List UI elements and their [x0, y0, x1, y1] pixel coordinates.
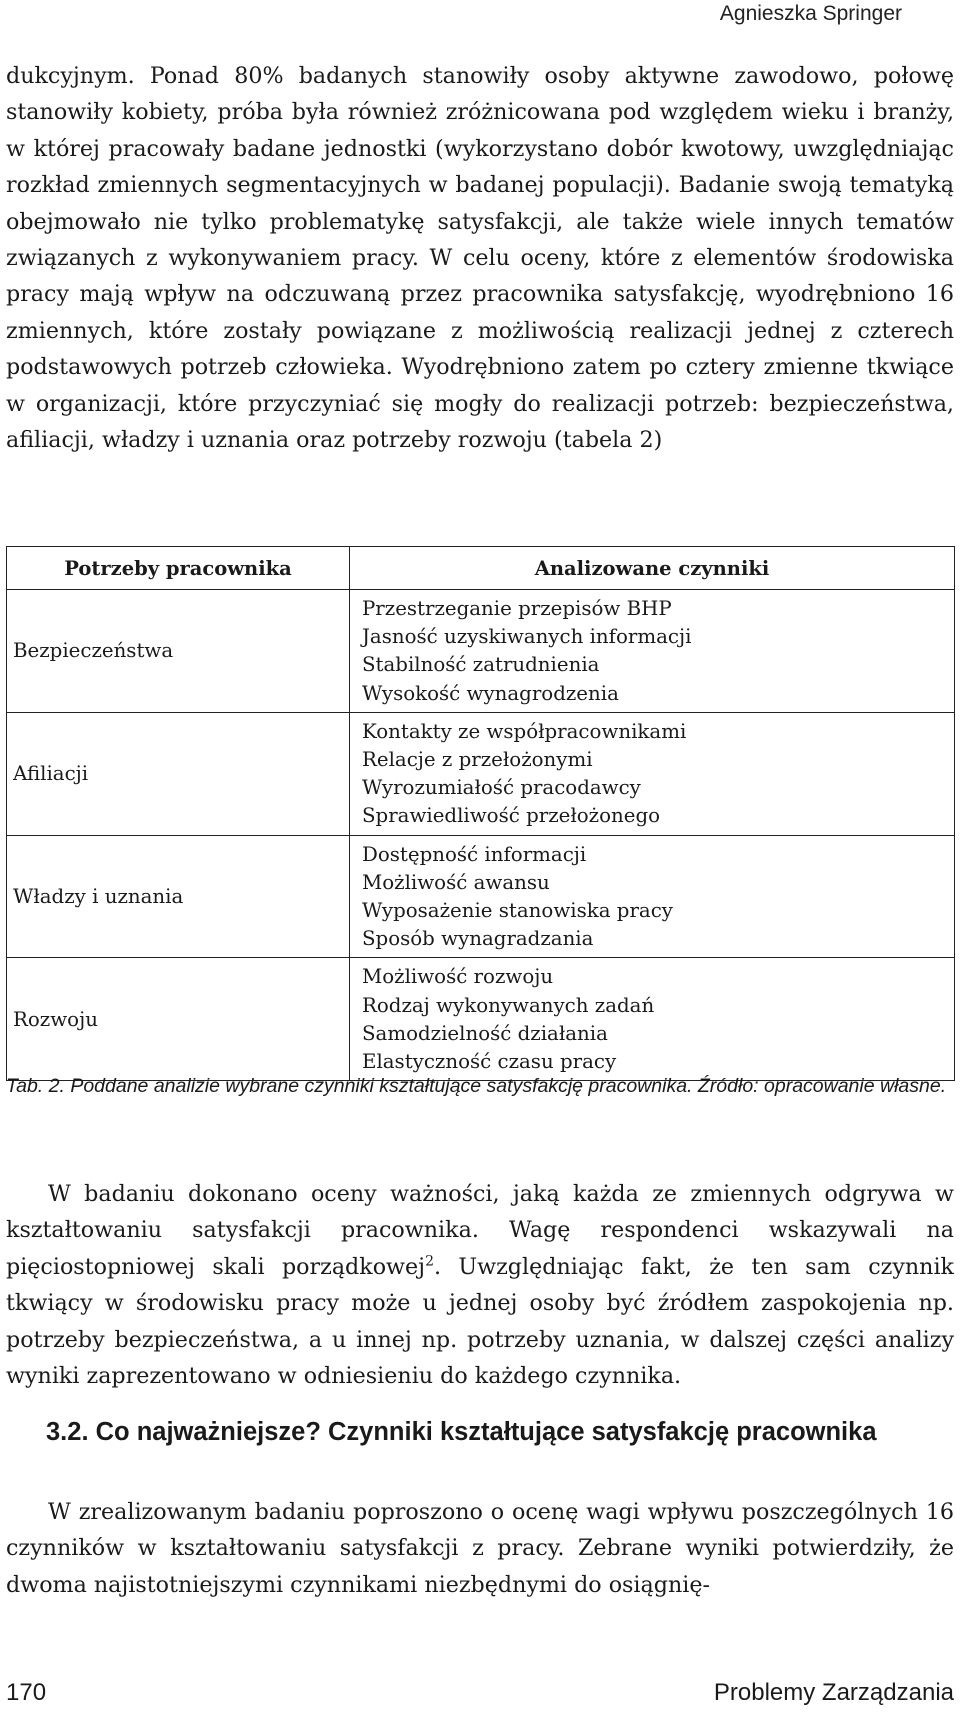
page-number: 170 [6, 1679, 47, 1706]
factor-item: Sprawiedliwość przełożonego [362, 804, 661, 828]
factor-item: Jasność uzyskiwanych informacji [362, 625, 692, 649]
factors-cell [350, 958, 955, 1081]
factor-item: Samodzielność działania [362, 1021, 608, 1045]
factor-item: Kontakty ze współpracownikami [362, 719, 687, 743]
table-row [7, 835, 955, 958]
table-row [7, 590, 955, 713]
paragraph-intro: dukcyjnym. Ponad 80% badanych stanowiły osoby aktywne zawodowo, połowę stanowiły kobiety, próba była również zróżnicowana pod względem wieku i branży, w której pracowały badane jednostki (wykorzystano dobór kwotowy, uwzględniając rozkład zmiennych segmentacyjnych w badanej populacji). Badanie swoją tematyką obejmowało nie tylko problematykę satysfakcji, ale także wiele innych tematów związanych z wykonywaniem pracy. W celu oceny, które z elementów środowiska pracy mają wpływ na odczuwaną przez pracownika satysfakcję, wyodrębniono 16 zmiennych, które zostały powiązane z możliwością realizacji jednej z czterech podstawowych potrzeb człowieka. Wyodrębniono zatem po cztery zmienne tkwiące w organizacji, które przyczyniać się mogły do realizacji potrzeb: bezpieczeństwa, afiliacji, władzy i uznania oraz potrzeby rozwoju (tabela 2) [6, 63, 954, 454]
factor-item: Sposób wynagradzania [362, 927, 594, 951]
need-cell: Afiliacji [7, 712, 350, 835]
footnote-marker[interactable]: 2 [425, 1253, 434, 1270]
factors-cell [350, 835, 955, 958]
factor-item: Relacje z przełożonymi [362, 748, 593, 772]
factor-item: Wyposażenie stanowiska pracy [362, 899, 673, 923]
factor-item: Przestrzeganie przepisów BHP [362, 597, 672, 620]
factors-cell [350, 590, 955, 713]
factor-item: Wyrozumiałość pracodawcy [362, 776, 641, 800]
factor-item: Możliwość awansu [362, 870, 550, 894]
factor-item: Dostępność informacji [362, 842, 587, 866]
paragraph-results: W zrealizowanym badaniu poproszono o ocenę wagi wpływu poszczególnych 16 czynników w kształtowaniu satysfakcji z pracy. Zebrane wyniki potwierdziły, że dwoma najistotniejszymi czynnikami niezbędnymi do osiągnię- [6, 1499, 954, 1598]
factors-cell [350, 712, 955, 835]
table-caption: Tab. 2. Poddane analizie wybrane czynniki kształtujące satysfakcję pracownika. Źródło: opracowanie własne. [6, 1075, 947, 1097]
factor-item: Wysokość wynagrodzenia [362, 681, 619, 705]
factor-item: Stabilność zatrudnienia [362, 653, 600, 677]
running-head-author: Agnieszka Springer [719, 2, 902, 25]
column-header-needs: Potrzeby pracownika [7, 547, 350, 590]
section-heading: 3.2. Co najważniejsze? Czynniki kształtujące satysfakcję pracownika [46, 1418, 877, 1446]
needs-factors-table [6, 546, 955, 1081]
need-cell: Rozwoju [7, 958, 350, 1081]
paragraph-weighting [6, 1176, 954, 1394]
factor-item: Możliwość rozwoju [362, 965, 554, 989]
column-header-factors: Analizowane czynniki [350, 547, 955, 590]
table-row [7, 712, 955, 835]
factor-item: Rodzaj wykonywanych zadań [362, 993, 655, 1017]
need-cell: Bezpieczeństwa [7, 590, 350, 713]
paragraph-text: W badaniu dokonano oceny ważności, jaką każda ze zmiennych odgrywa w kształtowaniu satysfakcji pracownika. Wagę respondenci wskazywali na pięciostopniowej skali porządkowej [6, 1181, 954, 1280]
journal-name: Problemy Zarządzania [713, 1679, 954, 1706]
paragraph-text: . Uwzględniając fakt, że ten sam czynnik tkwiący w środowisku pracy może u jednej osoby być źródłem zaspokojenia np. potrzeby bezpieczeństwa, a u innej np. potrzeby uznania, w dalszej części analizy wyniki zaprezentowano w odniesieniu do każdego czynnika. [6, 1253, 954, 1390]
table-header-row [7, 547, 955, 590]
table-row [7, 958, 955, 1081]
factor-item: Elastyczność czasu pracy [362, 1050, 617, 1074]
need-cell: Władzy i uznania [7, 835, 350, 958]
